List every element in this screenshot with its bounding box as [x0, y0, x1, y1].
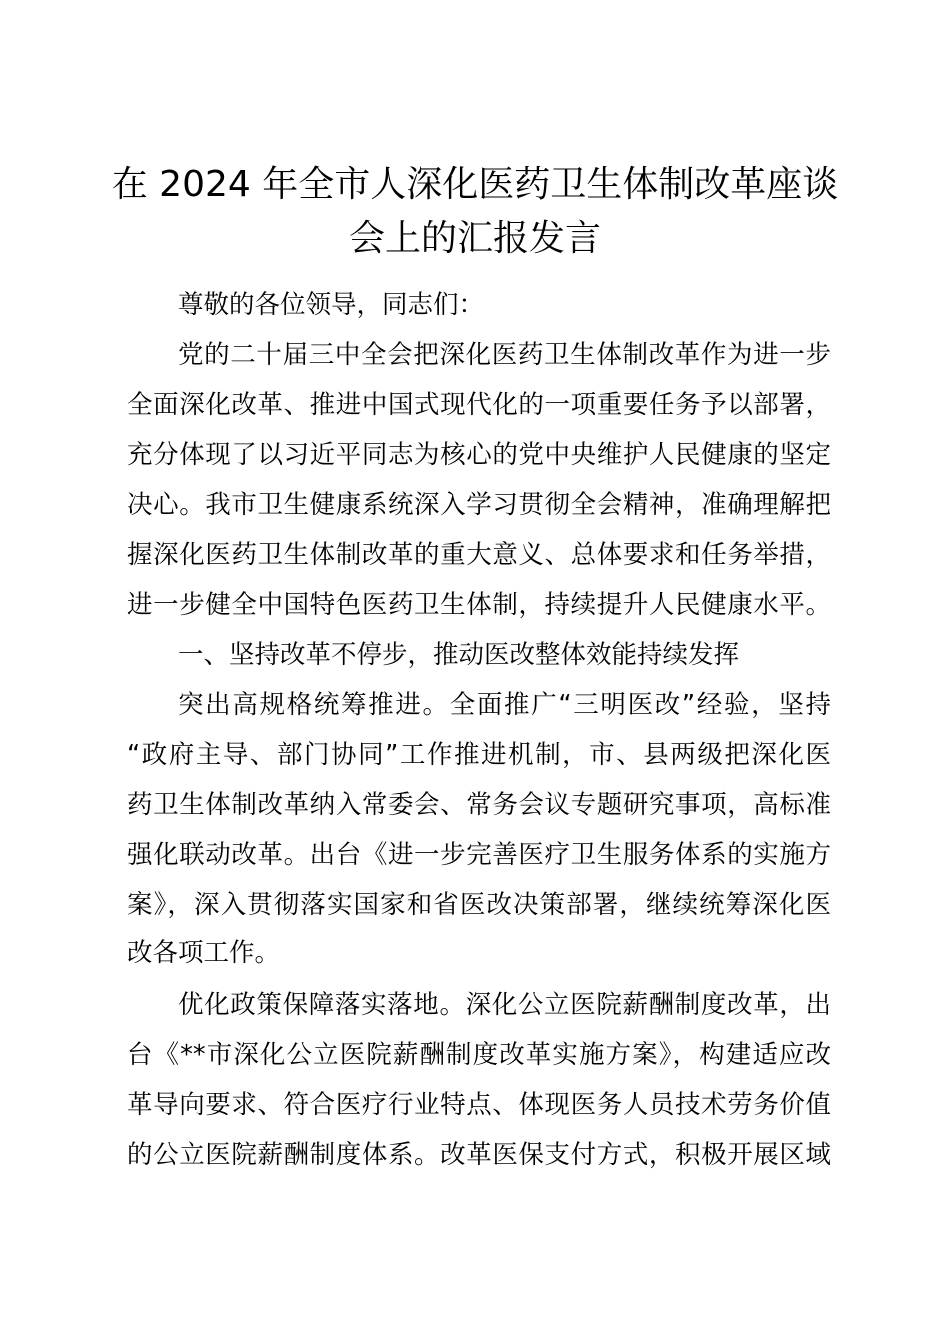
paragraph-line: 党的二十届三中全会把深化医药卫生体制改革作为进一步: [178, 340, 831, 370]
paragraph-line: 改各项工作。: [127, 938, 281, 968]
document-title-line-2: 会上的汇报发言: [348, 218, 601, 259]
paragraph-line: 革导向要求、符合医疗行业特点、体现医务人员技术劳务价值: [127, 1090, 831, 1120]
section-heading: 一、坚持改革不停步，推动医改整体效能持续发挥: [178, 640, 740, 670]
paragraph-line: 优化政策保障落实落地。深化公立医院薪酬制度改革，出: [178, 990, 831, 1020]
paragraph-line: 案》，深入贯彻落实国家和省医改决策部署，继续统筹深化医: [127, 890, 831, 920]
paragraph-line: 台《**市深化公立医院薪酬制度改革实施方案》，构建适应改: [127, 1040, 831, 1070]
paragraph-line: 进一步健全中国特色医药卫生体制，持续提升人民健康水平。: [127, 590, 831, 620]
paragraph-line: 握深化医药卫生体制改革的重大意义、总体要求和任务举措，: [127, 540, 831, 570]
paragraph-line: 决心。我市卫生健康系统深入学习贯彻全会精神，准确理解把: [127, 490, 831, 520]
salutation: 尊敬的各位领导，同志们：: [178, 290, 485, 320]
paragraph-line: 突出高规格统筹推进。全面推广“三明医改”经验，坚持: [178, 690, 831, 720]
paragraph-line: “政府主导、部门协同”工作推进机制，市、县两级把深化医: [127, 740, 831, 770]
paragraph-line: 的公立医院薪酬制度体系。改革医保支付方式，积极开展区域: [127, 1140, 831, 1170]
paragraph-line: 全面深化改革、推进中国式现代化的一项重要任务予以部署，: [127, 390, 831, 420]
paragraph-line: 强化联动改革。出台《进一步完善医疗卫生服务体系的实施方: [127, 840, 831, 870]
document-title-line-1: 在 2024 年全市人深化医药卫生体制改革座谈: [111, 164, 839, 205]
paragraph-line: 药卫生体制改革纳入常委会、常务会议专题研究事项，高标准: [127, 790, 831, 820]
paragraph-line: 充分体现了以习近平同志为核心的党中央维护人民健康的坚定: [127, 440, 831, 470]
